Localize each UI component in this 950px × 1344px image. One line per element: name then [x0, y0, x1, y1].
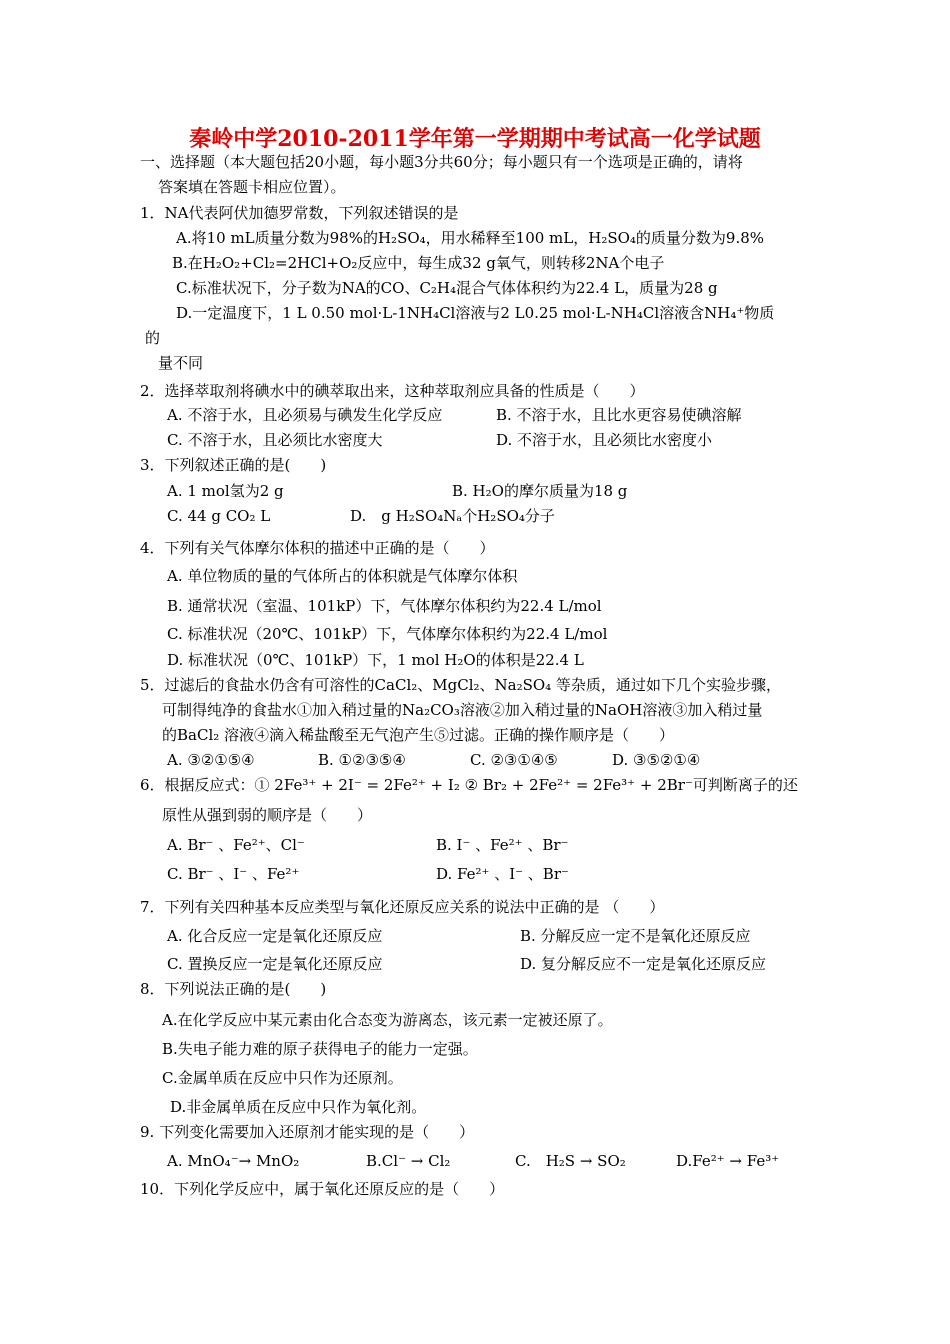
q1-option-b: B.在H₂O₂+Cl₂=2HCl+O₂反应中，每生成32 g氧气，则转移2NA个电子 — [172, 254, 665, 272]
q4-option-c: C. 标准状况（20℃、101kP）下，气体摩尔体积约为22.4 L/mol — [167, 625, 608, 643]
q5-option-d: D. ③⑤②①④ — [612, 751, 701, 769]
q5-stem: 5．过滤后的食盐水仍含有可溶性的CaCl₂、MgCl₂、Na₂SO₄ 等杂质，通过如下几个实验步骤， — [140, 676, 781, 694]
q5-option-b: B. ①②③⑤④ — [318, 751, 406, 769]
q5-option-c: C. ②③①④⑤ — [470, 751, 558, 769]
q1-option-d-cont2: 量不同 — [158, 354, 204, 372]
q7-option-c: C. 置换反应一定是氧化还原反应 — [167, 955, 383, 973]
q1-option-c: C.标准状况下，分子数为NA的CO、C₂H₄混合气体体积约为22.4 L，质量为28 g — [176, 279, 718, 297]
section-instruction-line1: 一、选择题（本大题包括20小题，每小题3分共60分；每小题只有一个选项是正确的，请将 — [140, 153, 743, 171]
q8-option-c: C.金属单质在反应中只作为还原剂。 — [162, 1069, 403, 1087]
q6-stem-line2: 原性从强到弱的顺序是（ ） — [162, 806, 373, 824]
q1-stem: 1．NA代表阿伏加德罗常数，下列叙述错误的是 — [140, 204, 459, 222]
q3-option-d: D. g H₂SO₄Nₐ个H₂SO₄分子 — [350, 507, 555, 525]
q7-stem: 7．下列有关四种基本反应类型与氧化还原反应关系的说法中正确的是 （ ） — [140, 898, 665, 916]
section-instruction-line2: 答案填在答题卡相应位置）。 — [158, 178, 346, 196]
q1-option-d: D.一定温度下，1 L 0.50 mol·L-1NH₄Cl溶液与2 L0.25 mol·L-NH₄Cl溶液含NH₄⁺物质 — [176, 304, 775, 322]
q6-option-c: C. Br⁻ 、I⁻ 、Fe²⁺ — [167, 865, 300, 883]
q8-option-d: D.非金属单质在反应中只作为氧化剂。 — [170, 1098, 427, 1116]
q5-stem-line2: 可制得纯净的食盐水①加入稍过量的Na₂CO₃溶液②加入稍过量的NaOH溶液③加入稍过量 — [162, 701, 763, 719]
q6-stem: 6．根据反应式：① 2Fe³⁺ + 2I⁻ = 2Fe²⁺ + I₂ ② Br₂ + 2Fe²⁺ = 2Fe³⁺ + 2Br⁻可判断离子的还 — [140, 776, 798, 794]
q9-option-a: A. MnO₄⁻→ MnO₂ — [167, 1152, 300, 1170]
q9-stem: 9. 下列变化需要加入还原剂才能实现的是（ ） — [140, 1123, 475, 1141]
q3-stem: 3．下列叙述正确的是( ) — [140, 456, 327, 474]
q2-stem: 2．选择萃取剂将碘水中的碘萃取出来，这种萃取剂应具备的性质是（ ） — [140, 382, 645, 400]
q6-option-a: A. Br⁻ 、Fe²⁺、Cl⁻ — [167, 836, 305, 854]
q10-stem: 10．下列化学反应中，属于氧化还原反应的是（ ） — [140, 1180, 505, 1198]
q3-option-b: B. H₂O的摩尔质量为18 g — [452, 482, 628, 500]
q4-option-b: B. 通常状况（室温、101kP）下，气体摩尔体积约为22.4 L/mol — [167, 597, 602, 615]
q2-option-b: B. 不溶于水，且比水更容易使碘溶解 — [496, 406, 742, 424]
q2-option-a: A. 不溶于水，且必须易与碘发生化学反应 — [167, 406, 443, 424]
q3-option-c: C. 44 g CO₂ L — [167, 507, 271, 525]
q8-stem: 8．下列说法正确的是( ) — [140, 980, 327, 998]
q5-option-a: A. ③②①⑤④ — [167, 751, 255, 769]
q3-option-a: A. 1 mol氢为2 g — [167, 482, 284, 500]
q7-option-a: A. 化合反应一定是氧化还原反应 — [167, 927, 383, 945]
q4-stem: 4．下列有关气体摩尔体积的描述中正确的是（ ） — [140, 539, 495, 557]
q2-option-d: D. 不溶于水，且必须比水密度小 — [496, 431, 713, 449]
q6-option-d: D. Fe²⁺ 、I⁻ 、Br⁻ — [436, 865, 569, 883]
q4-option-a: A. 单位物质的量的气体所占的体积就是气体摩尔体积 — [167, 567, 518, 585]
q2-option-c: C. 不溶于水，且必须比水密度大 — [167, 431, 383, 449]
q8-option-b: B.失电子能力难的原子获得电子的能力一定强。 — [162, 1040, 478, 1058]
q8-option-a: A.在化学反应中某元素由化合态变为游离态，该元素一定被还原了。 — [162, 1011, 613, 1029]
q7-option-b: B. 分解反应一定不是氧化还原反应 — [520, 927, 751, 945]
q1-option-a: A.将10 mL质量分数为98%的H₂SO₄，用水稀释至100 mL，H₂SO₄的质量分数为9.8% — [176, 229, 765, 247]
q9-option-b: B.Cl⁻ → Cl₂ — [366, 1152, 451, 1170]
q5-stem-line3: 的BaCl₂ 溶液④滴入稀盐酸至无气泡产生⑤过滤。正确的操作顺序是（ ） — [162, 726, 675, 744]
q9-option-d: D.Fe²⁺ → Fe³⁺ — [676, 1152, 780, 1170]
q6-option-b: B. I⁻ 、Fe²⁺ 、Br⁻ — [436, 836, 569, 854]
page-title: 秦岭中学2010-2011学年第一学期期中考试高一化学试题 — [189, 126, 761, 152]
q9-option-c: C. H₂S → SO₂ — [515, 1152, 626, 1170]
q4-option-d: D. 标准状况（0℃、101kP）下，1 mol H₂O的体积是22.4 L — [167, 651, 584, 669]
q1-option-d-cont: 的 — [145, 329, 161, 347]
q7-option-d: D. 复分解反应不一定是氧化还原反应 — [520, 955, 767, 973]
